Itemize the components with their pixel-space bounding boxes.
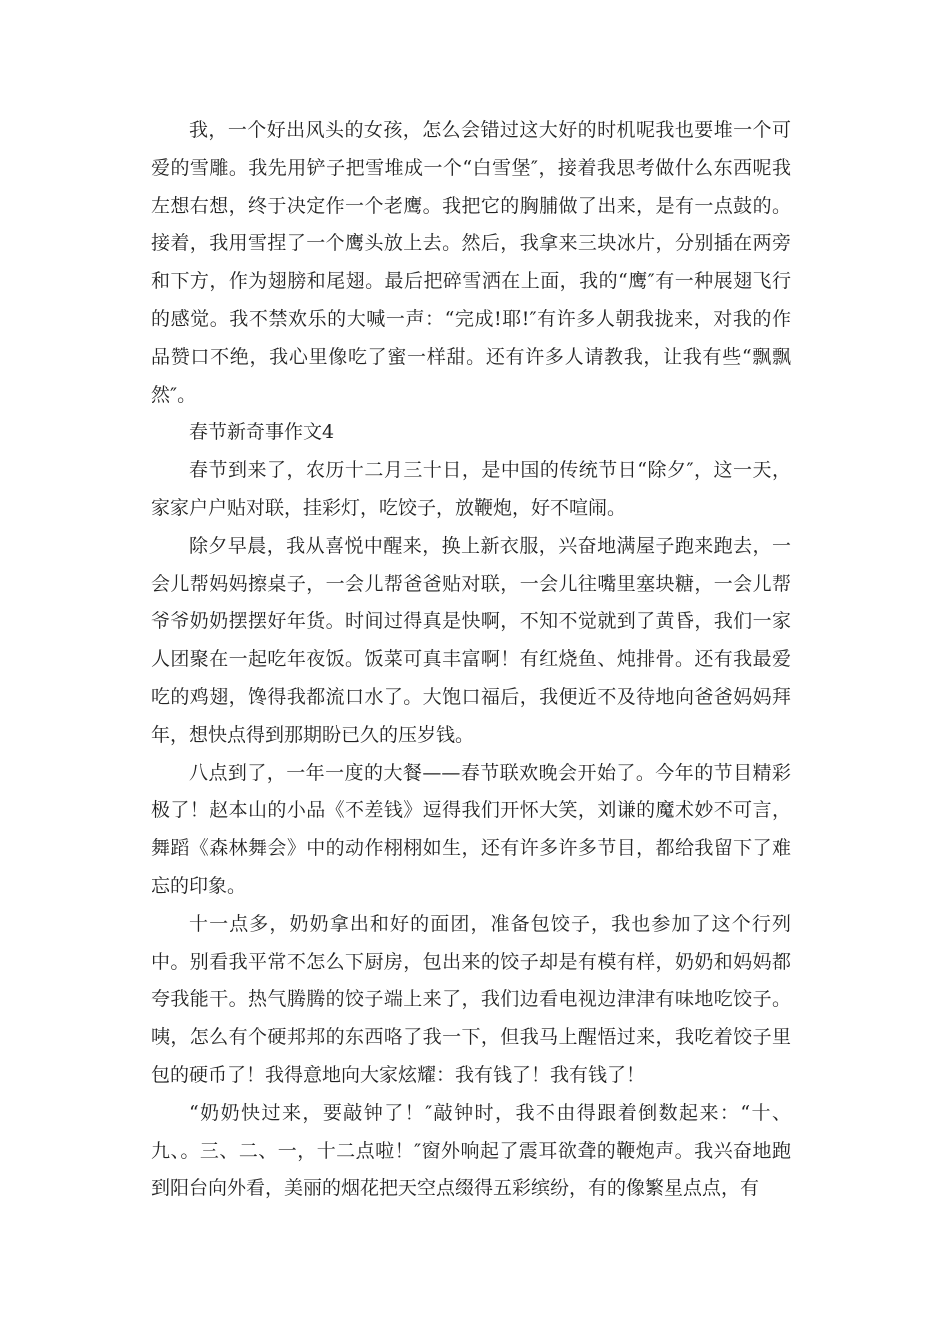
essay-title: 春节新奇事作文4 [189, 421, 335, 444]
paragraph-countdown: “奶奶快过来，要敲钟了！″敲钟时，我不由得跟着倒数起来：“十、九、。三、二、一，十二点啦！″窗外响起了震耳欲聋的鞭炮声。我兴奋地跑到阳台向外看，美丽的烟花把天空点缀得五彩缤纷，有的像繁星点点，有 [151, 1101, 791, 1200]
paragraph-spring-festival-intro: 春节到来了，农历十二月三十日，是中国的传统节日“除夕″，这一天，家家户户贴对联，挂彩灯，吃饺子，放鞭炮，好不喧闹。 [151, 459, 791, 519]
paragraph-snow-eagle: 我，一个好出风头的女孩，怎么会错过这大好的时机呢我也要堆一个可爱的雪雕。我先用铲子把雪堆成一个“白雪堡″，接着我思考做什么东西呢我左想右想，终于决定作一个老鹰。我把它的胸脯做了出来，是有一点鼓的。接着，我用雪捏了一个鹰头放上去。然后，我拿来三块冰片，分别插在两旁和下方，作为翅膀和尾翅。最后把碎雪洒在上面，我的“鹰″有一种展翅飞行的感觉。我不禁欢乐的大喊一声：“完成!耶!″有许多人朝我拢来，对我的作品赞口不绝，我心里像吃了蜜一样甜。还有许多人请教我，让我有些“飘飘然″。 [151, 119, 791, 406]
paragraph-dumplings: 十一点多，奶奶拿出和好的面团，准备包饺子，我也参加了这个行列中。别看我平常不怎么下厨房，包出来的饺子却是有模有样，奶奶和妈妈都夸我能干。热气腾腾的饺子端上来了，我们边看电视边津津有味地吃饺子。咦，怎么有个硬邦邦的东西咯了我一下，但我马上醒悟过来，我吃着饺子里包的硬币了！我得意地向大家炫耀：我有钱了！我有钱了！ [151, 912, 791, 1086]
paragraph-new-year-eve-morning: 除夕早晨，我从喜悦中醒来，换上新衣服，兴奋地满屋子跑来跑去，一会儿帮妈妈擦桌子，一会儿帮爸爸贴对联，一会儿往嘴里塞块糖，一会儿帮爷爷奶奶摆摆好年货。时间过得真是快啊，不知不觉就到了黄昏，我们一家人团聚在一起吃年夜饭。饭菜可真丰富啊！有红烧鱼、炖排骨。还有我最爱吃的鸡翅，馋得我都流口水了。大饱口福后，我便近不及待地向爸爸妈妈拜年，想快点得到那期盼已久的压岁钱。 [151, 534, 791, 746]
document-page [151, 112, 791, 1208]
paragraph-spring-gala: 八点到了，一年一度的大餐——春节联欢晚会开始了。今年的节目精彩极了！赵本山的小品《不差钱》逗得我们开怀大笑，刘谦的魔术妙不可言，舞蹈《森林舞会》中的动作栩栩如生，还有许多许多节目，都给我留下了难忘的印象。 [151, 761, 791, 897]
